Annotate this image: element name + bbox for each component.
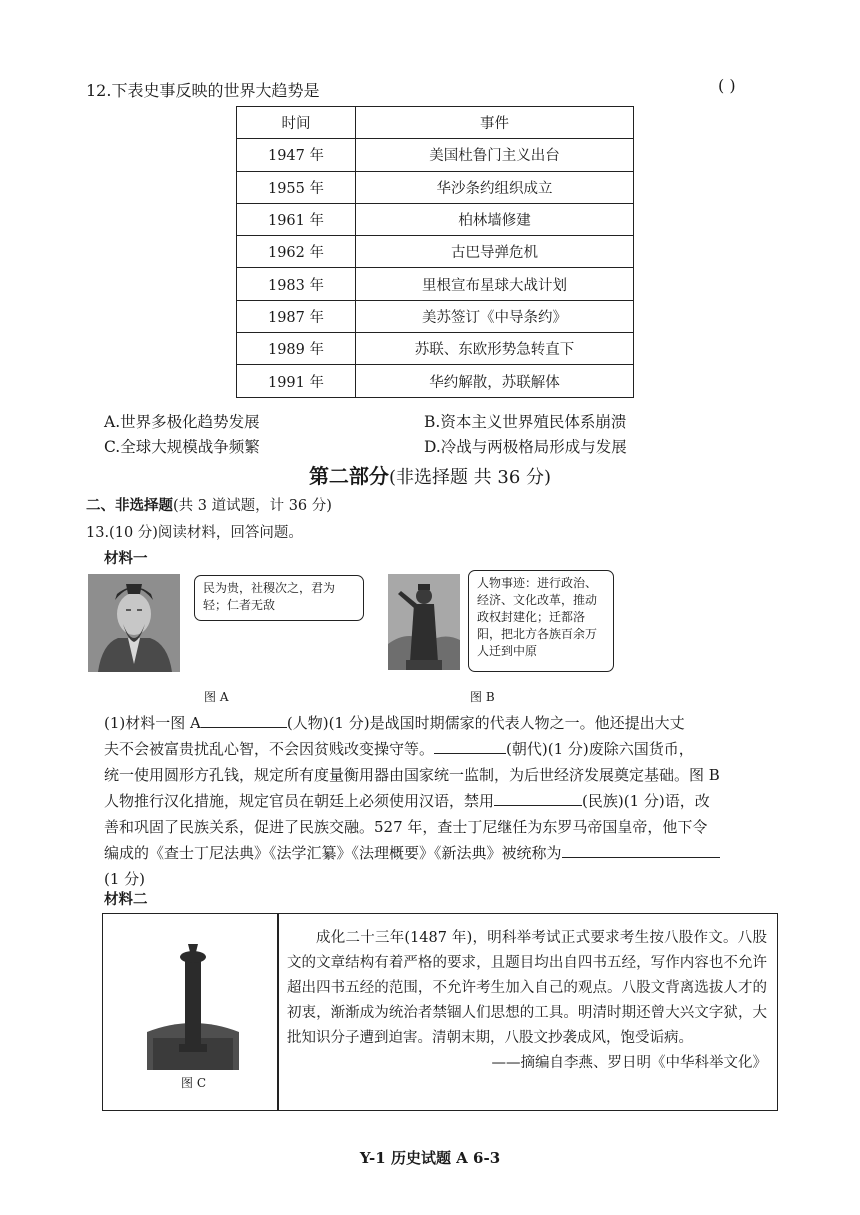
figure-c-caption: 图 C bbox=[181, 1076, 206, 1090]
figure-a-portrait bbox=[88, 574, 180, 672]
figure-c-monument bbox=[147, 940, 239, 1070]
answer-blank-ethnic[interactable] bbox=[494, 789, 582, 806]
figure-b-caption: 图 B bbox=[470, 690, 495, 704]
section-note: (共 3 道试题，计 36 分) bbox=[173, 498, 332, 514]
material-two-box bbox=[102, 913, 778, 1111]
cell-year: 1983 年 bbox=[237, 268, 356, 300]
answer-blank-person[interactable] bbox=[201, 711, 287, 728]
figure-a-caption: 图 A bbox=[204, 690, 229, 704]
cell-event: 华沙条约组织成立 bbox=[356, 171, 634, 203]
events-table bbox=[236, 106, 634, 398]
subquestion-1-line-2 bbox=[104, 736, 772, 762]
text-segment: (朝代)(1 分)废除六国货币， bbox=[506, 740, 694, 758]
cell-event: 华约解散，苏联解体 bbox=[356, 365, 634, 397]
material-two-text bbox=[287, 926, 767, 1076]
option-b[interactable]: B.资本主义世界殖民体系崩溃 bbox=[424, 413, 627, 431]
table-row bbox=[237, 171, 634, 203]
table-row bbox=[237, 139, 634, 171]
text-segment: 编成的《查士丁尼法典》《法学汇纂》《法理概要》《新法典》被统称为 bbox=[104, 844, 562, 862]
cell-event: 苏联、东欧形势急转直下 bbox=[356, 333, 634, 365]
table-row bbox=[237, 203, 634, 235]
cell-event: 美苏签订《中导条约》 bbox=[356, 300, 634, 332]
table-row bbox=[237, 333, 634, 365]
option-c[interactable]: C.全球大规模战争频繁 bbox=[104, 438, 260, 456]
section-title: 二、非选择题 bbox=[86, 497, 173, 514]
cell-year: 1989 年 bbox=[237, 333, 356, 365]
material-two-passage: 成化二十三年(1487 年)，明科举考试正式要求考生按八股作文。八股文的文章结构有着严格的要求，且题目均出自四书五经，写作内容也不允许超出四书五经的范围，不允许考生加入自己的观点。八股文背离选拔人才的初衷，渐渐成为统治者禁锢人们思想的工具。明清时期还曾大兴文字狱，大批知识分子遭到迫害。清朝末期，八股文抄袭成风，饱受诟病。 bbox=[287, 930, 767, 1046]
cell-event: 里根宣布星球大战计划 bbox=[356, 268, 634, 300]
material-one-label: 材料一 bbox=[104, 550, 148, 567]
page-footer: Y-1 历史试题 A 6-3 bbox=[359, 1149, 501, 1167]
subquestion-1-line-3: 统一使用圆形方孔钱，规定所有度量衡用器由国家统一监制，为后世经济发展奠定基础。图 B bbox=[104, 766, 720, 784]
question-13-stem: 13.(10 分)阅读材料，回答问题。 bbox=[86, 525, 303, 541]
table-row bbox=[237, 236, 634, 268]
answer-blank-dynasty[interactable] bbox=[434, 737, 506, 754]
subquestion-1-line-1 bbox=[104, 710, 772, 736]
text-segment: 夫不会被富贵扰乱心智，不会因贫贱改变操守等。 bbox=[104, 740, 435, 758]
portrait-image bbox=[88, 574, 180, 672]
cell-year: 1962 年 bbox=[237, 236, 356, 268]
option-d[interactable]: D.冷战与两极格局形成与发展 bbox=[424, 438, 627, 456]
subquestion-1-line-4 bbox=[104, 788, 772, 814]
subquestion-1-line-7: (1 分) bbox=[104, 870, 146, 888]
answer-blank-law-code[interactable] bbox=[562, 841, 720, 858]
cell-year: 1991 年 bbox=[237, 365, 356, 397]
header-time: 时间 bbox=[237, 107, 356, 139]
text-segment: (1)材料一图 A bbox=[104, 714, 201, 732]
question-12-stem: 12.下表史事反映的世界大趋势是 bbox=[86, 81, 320, 100]
part-two-title-main: 第二部分 bbox=[308, 464, 389, 488]
part-two-title-sub: (非选择题 共 36 分) bbox=[388, 467, 552, 488]
subquestion-1-line-5: 善和巩固了民族关系，促进了民族交融。527 年，查士丁尼继任为东罗马帝国皇帝，他下令 bbox=[104, 818, 708, 836]
header-event: 事件 bbox=[356, 107, 634, 139]
text-segment: (人物)(1 分)是战国时期儒家的代表人物之一。他还提出大丈 bbox=[286, 714, 685, 732]
section-heading bbox=[86, 494, 332, 515]
cell-event: 柏林墙修建 bbox=[356, 203, 634, 235]
text-segment: 人物推行汉化措施，规定官员在朝廷上必须使用汉语，禁用 bbox=[104, 792, 495, 810]
text-segment: (民族)(1 分)语，改 bbox=[582, 792, 710, 810]
table-row bbox=[237, 300, 634, 332]
option-a[interactable]: A.世界多极化趋势发展 bbox=[104, 413, 260, 431]
material-two-source: ——摘编自李燕、罗日明《中华科举文化》 bbox=[491, 1055, 767, 1071]
box-divider bbox=[277, 914, 279, 1110]
monument-image bbox=[147, 940, 239, 1070]
statue-image bbox=[388, 574, 460, 670]
table-row bbox=[237, 365, 634, 397]
subquestion-1-line-6 bbox=[104, 840, 772, 866]
figure-b-statue bbox=[388, 574, 460, 670]
cell-year: 1947 年 bbox=[237, 139, 356, 171]
cell-event: 美国杜鲁门主义出台 bbox=[356, 139, 634, 171]
speech-bubble-b: 人物事迹：进行政治、经济、文化改革，推动政权封建化；迁都洛阳，把北方各族百余万人迁到中原 bbox=[468, 570, 614, 672]
part-two-title bbox=[0, 460, 860, 489]
table-header-row bbox=[237, 107, 634, 139]
table-row bbox=[237, 268, 634, 300]
material-two-label: 材料二 bbox=[104, 891, 148, 908]
cell-year: 1955 年 bbox=[237, 171, 356, 203]
answer-bracket: ( ) bbox=[718, 76, 736, 95]
cell-year: 1987 年 bbox=[237, 300, 356, 332]
cell-event: 古巴导弹危机 bbox=[356, 236, 634, 268]
speech-bubble-a: 民为贵，社稷次之，君为轻；仁者无敌 bbox=[194, 575, 364, 621]
cell-year: 1961 年 bbox=[237, 203, 356, 235]
